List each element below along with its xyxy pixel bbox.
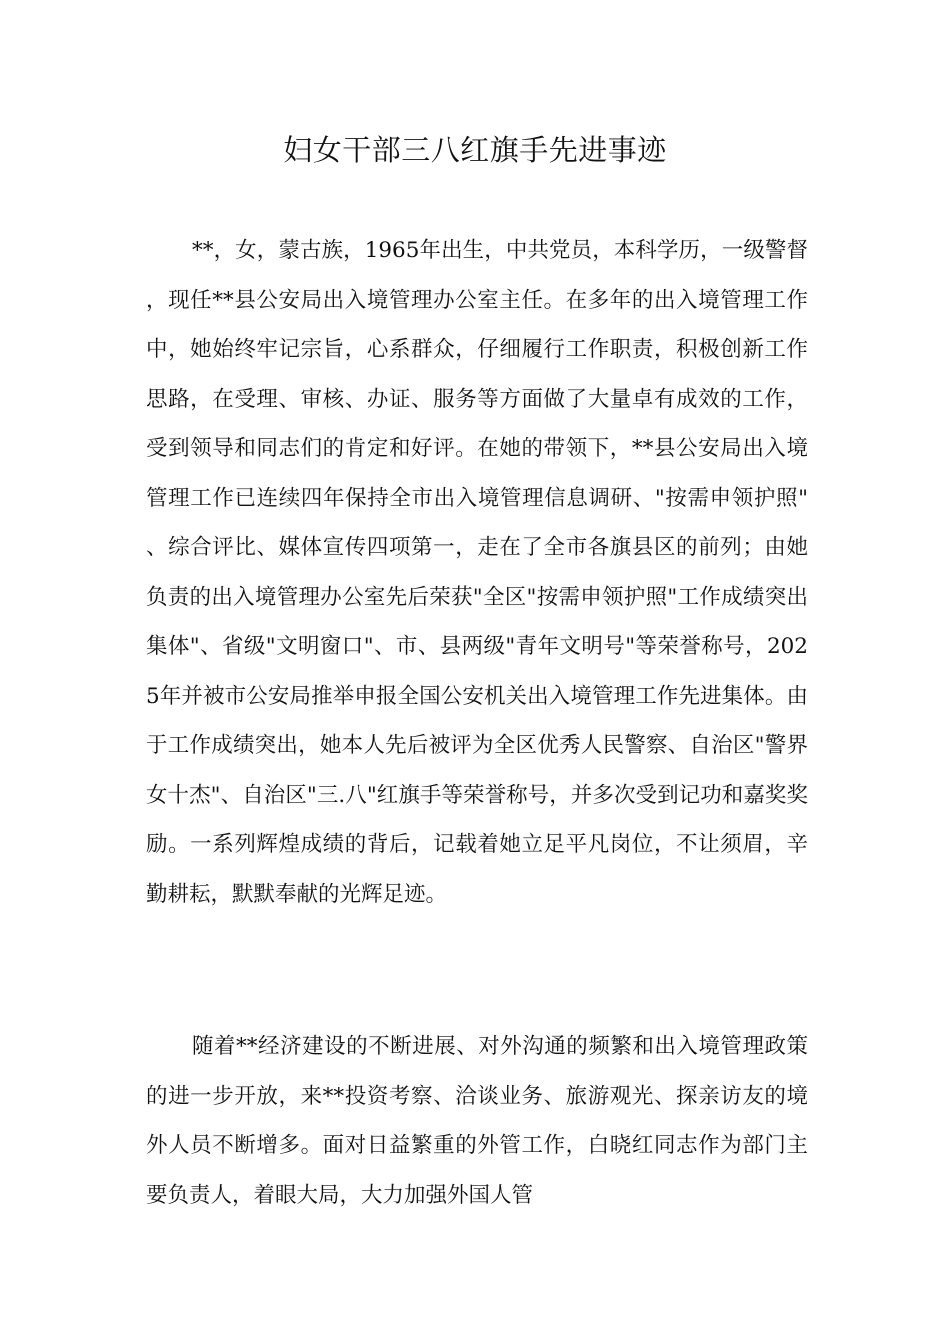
- body-paragraph-1: **，女，蒙古族，1965年出生，中共党员，本科学历，一级警督，现任**县公安局出入境管理办公室主任。在多年的出入境管理工作中，她始终牢记宗旨，心系群众，仔细履行工作职责，积极创新工作思路，在受理、审核、办证、服务等方面做了大量卓有成效的工作，受到领导和同志们的肯定和好评。在她的带领下，**县公安局出入境管理工作已连续四年保持全市出入境管理信息调研、"按需申领护照"、综合评比、媒体宣传四项第一，走在了全市各旗县区的前列；由她负责的出入境管理办公室先后荣获"全区"按需申领护照"工作成绩突出集体"、省级"文明窗口"、市、县两级"青年文明号"等荣誉称号，2025年并被市公安局推举申报全国公安机关出入境管理工作先进集体。由于工作成绩突出，她本人先后被评为全区优秀人民警察、自治区"警界女十杰"、自治区"三.八"红旗手等荣誉称号，并多次受到记功和嘉奖奖励。一系列辉煌成绩的背后，记载着她立足平凡岗位，不让须眉，辛勤耕耘，默默奉献的光辉足迹。: [146, 238, 808, 907]
- body-paragraph-2: 随着**经济建设的不断进展、对外沟通的频繁和出入境管理政策的进一步开放，来**投资考察、洽谈业务、旅游观光、探亲访友的境外人员不断增多。面对日益繁重的外管工作，白晓红同志作为部门主要负责人，着眼大局，大力加强外国人管: [146, 1034, 808, 1208]
- document-title: 妇女干部三八红旗手先进事迹: [283, 133, 667, 167]
